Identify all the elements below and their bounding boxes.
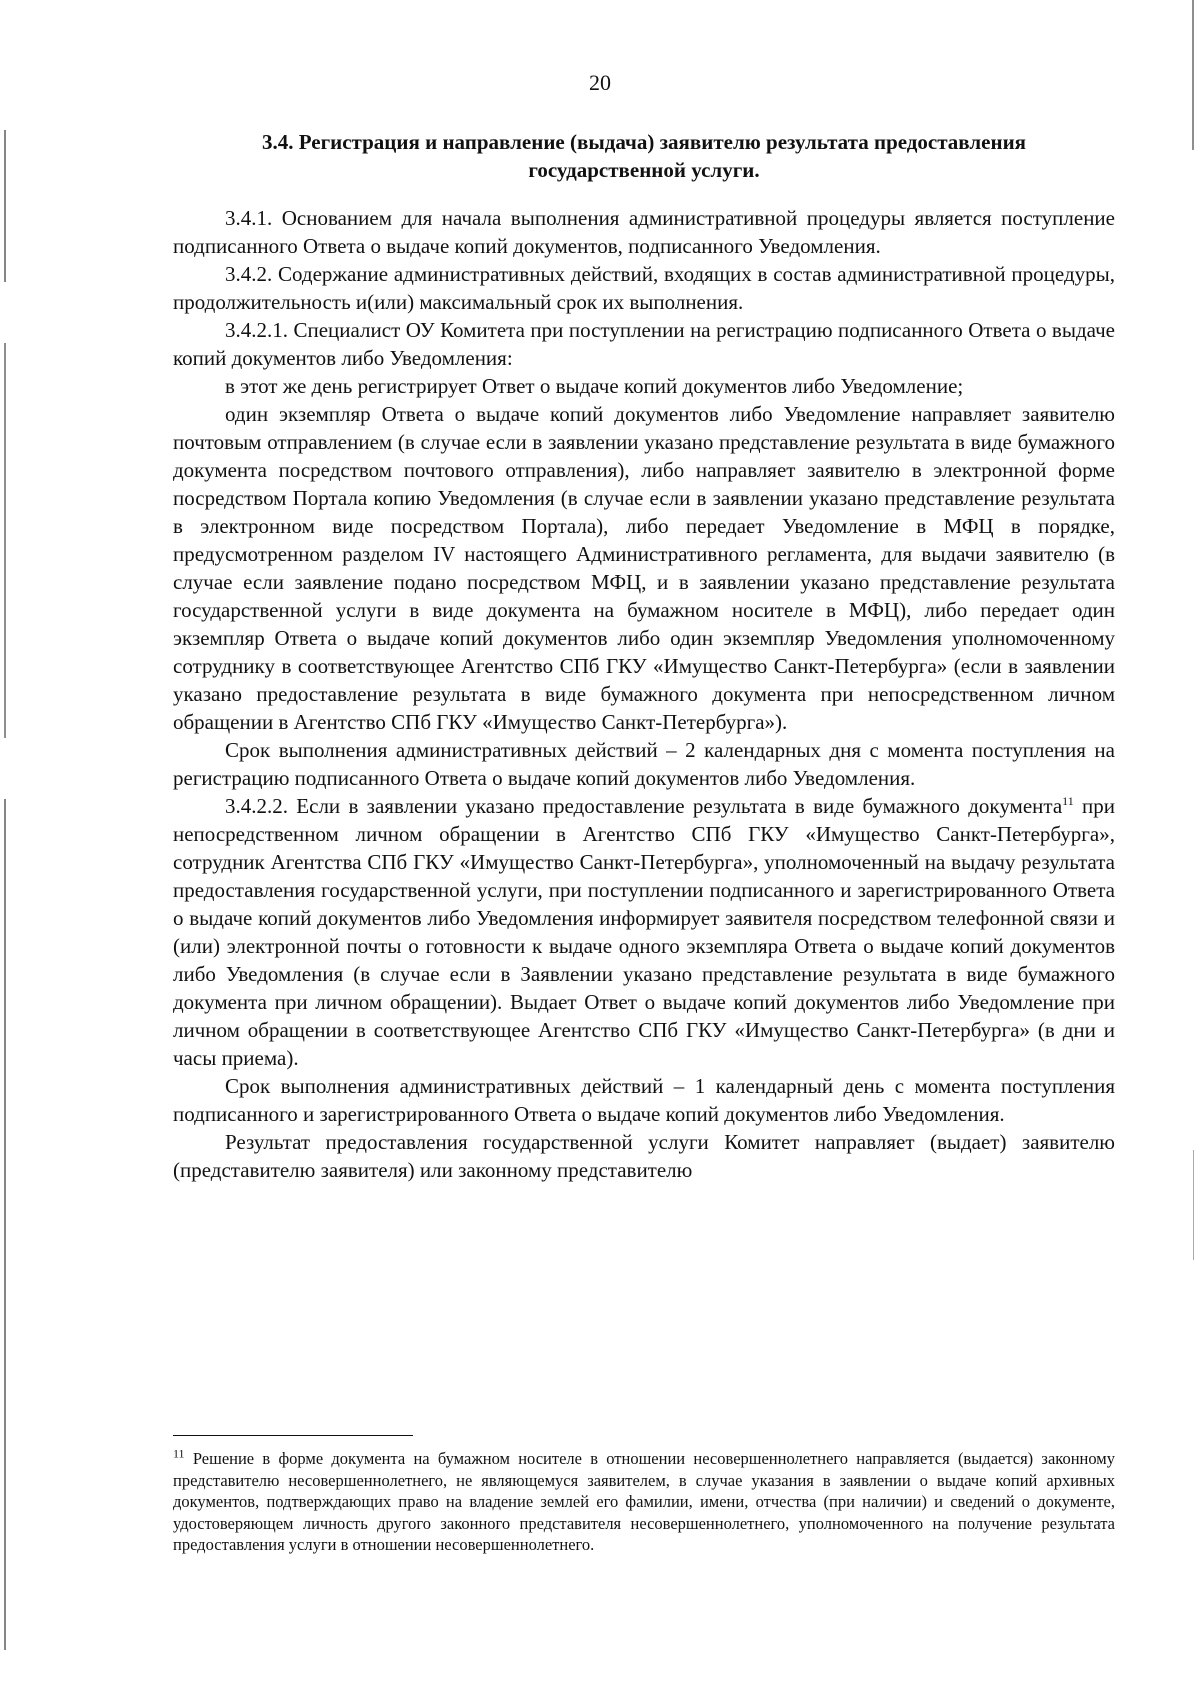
- scan-edge-right-lower: [1193, 1150, 1194, 1260]
- paragraph-result: Результат предоставления государственной услуги Комитет направляет (выдает) заявителю (представителю заявителя) или законному представителю: [173, 1130, 1115, 1182]
- footnote-reference[interactable]: 11: [1062, 794, 1074, 808]
- paragraph-register: в этот же день регистрирует Ответ о выдаче копий документов либо Уведомление;: [225, 374, 964, 398]
- paragraph-3-4-2-2: [173, 792, 1115, 1072]
- paragraph-send-copy: один экземпляр Ответа о выдаче копий документов либо Уведомление направляет заявителю почтовым отправлением (в случае если в заявлении указано представление результата в виде бумажного документа посредством почтового отправления), либо направляет заявителю в электронной форме посредством Портала копию Уведомления (в случае если в заявлении указано представление результата в электронном виде посредством Портала), либо передает Уведомление в МФЦ в порядке, предусмотренном разделом IV настоящего Административного регламента, для выдачи заявителю (в случае если заявление подано посредством МФЦ, и в заявлении указано представление результата государственной услуги в виде документа на бумажном носителе в МФЦ), либо передает один экземпляр Ответа о выдаче копий документов либо один экземпляр Уведомления уполномоченному сотруднику в соответствующее Агентство СПб ГКУ «Имущество Санкт-Петербурга» (если в заявлении указано предоставление результата в виде бумажного документа при непосредственном личном обращении в Агентство СПб ГКУ «Имущество Санкт-Петербурга»).: [173, 402, 1115, 734]
- footnote: [173, 1448, 1115, 1556]
- document-content: [173, 128, 1115, 1184]
- paragraph-deadline-1-day: Срок выполнения административных действий – 1 календарный день с момента поступления подписанного и зарегистрированного Ответа о выдаче копий документов либо Уведомления.: [173, 1074, 1115, 1126]
- paragraph-3-4-2-1: 3.4.2.1. Специалист ОУ Комитета при поступлении на регистрацию подписанного Ответа о выдаче копий документов либо Уведомления:: [173, 318, 1115, 370]
- section-heading: [173, 128, 1115, 184]
- section-heading-line-1: 3.4. Регистрация и направление (выдача) заявителю результата предоставления: [261, 130, 1027, 154]
- paragraph-3-4-2: 3.4.2. Содержание административных действий, входящих в состав административной процедуры, продолжительность и(или) максимальный срок их выполнения.: [173, 262, 1115, 314]
- section-heading-line-2: государственной услуги.: [528, 158, 760, 182]
- footnote-text: Решение в форме документа на бумажном носителе в отношении несовершеннолетнего направляется (выдается) законному представителю несовершеннолетнего, не являющемуся заявителем, в случае указания в заявлении о выдаче копий архивных документов, подтверждающих право на владение землей его фамилии, имени, отчества (при наличии) и сведений о документе, удостоверяющем личность другого законного представителя несовершеннолетнего, уполномоченного на получение результата предоставления услуги в отношении несовершеннолетнего.: [173, 1449, 1115, 1554]
- paragraph-3-4-2-2-start: 3.4.2.2. Если в заявлении указано предоставление результата в виде бумажного документа: [225, 794, 1063, 818]
- footnote-separator: [173, 1435, 413, 1436]
- paragraph-3-4-1: 3.4.1. Основанием для начала выполнения административной процедуры является поступление подписанного Ответа о выдаче копий документов, подписанного Уведомления.: [173, 206, 1115, 258]
- scan-edge-left: [4, 130, 6, 1650]
- footnote-marker: 11: [173, 1446, 185, 1461]
- body-text: [173, 204, 1115, 1184]
- paragraph-deadline-2-days: Срок выполнения административных действий – 2 календарных дня с момента поступления на регистрацию подписанного Ответа о выдаче копий документов либо Уведомления.: [173, 738, 1115, 790]
- paragraph-3-4-2-2-rest: при непосредственном личном обращении в Агентство СПб ГКУ «Имущество Санкт-Петербурга», сотрудник Агентства СПб ГКУ «Имущество Санкт-Петербурга», уполномоченный на выдачу результата предоставления государственной услуги, при поступлении подписанного и зарегистрированного Ответа о выдаче копий документов либо Уведомления информирует заявителя посредством телефонной связи и (или) электронной почты о готовности к выдаче одного экземпляра Ответа о выдаче копий документов либо Уведомления (в случае если в Заявлении указано представление результата в виде бумажного документа при личном обращении). Выдает Ответ о выдаче копий документов либо Уведомление при личном обращении в соответствующее Агентство СПб ГКУ «Имущество Санкт-Петербурга» (в дни и часы приема).: [173, 794, 1115, 1070]
- page-number: 20: [589, 70, 611, 95]
